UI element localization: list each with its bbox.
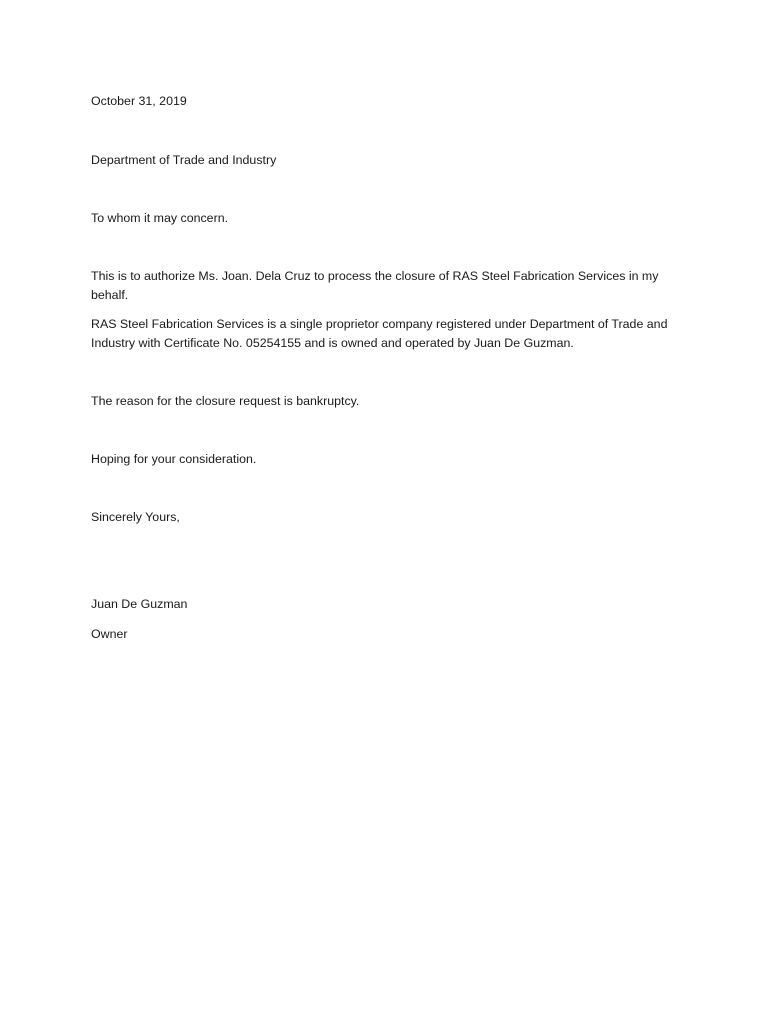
paragraph-reason: The reason for the closure request is bankruptcy. <box>91 394 360 408</box>
letter-date: October 31, 2019 <box>91 94 187 108</box>
paragraph-consideration: Hoping for your consideration. <box>91 452 257 466</box>
paragraph-authorization: This is to authorize Ms. Joan. Dela Cruz to process the closure of RAS Steel Fabrication Services in my behalf. <box>91 269 659 302</box>
closing: Sincerely Yours, <box>91 510 180 524</box>
signer-name: Juan De Guzman <box>91 597 188 611</box>
recipient: Department of Trade and Industry <box>91 153 277 167</box>
salutation: To whom it may concern. <box>91 211 229 225</box>
paragraph-company-info: RAS Steel Fabrication Services is a single proprietor company registered under Department of Trade and Industry with Certificate No. 05254155 and is owned and operated by Juan De Guzman. <box>91 317 668 350</box>
signer-title: Owner <box>91 627 128 641</box>
